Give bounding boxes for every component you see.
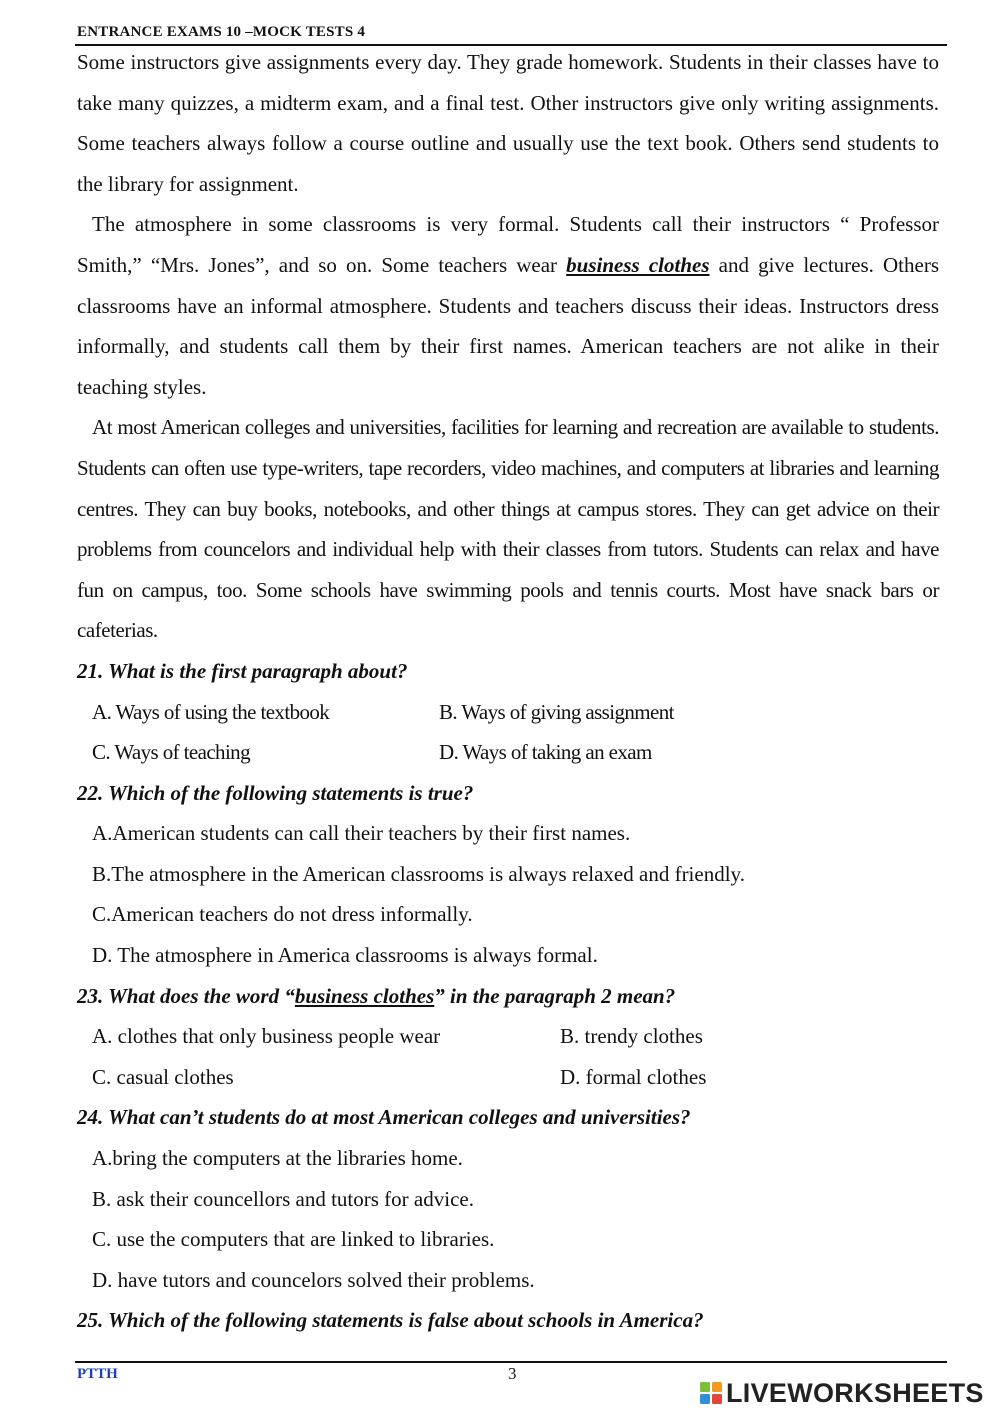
question-24-option-c: C. use the computers that are linked to libraries. [92,1227,495,1252]
question-23-options-row-2 [92,1057,939,1098]
page-number: 3 [508,1364,517,1383]
question-23-underlined-phrase: business clothes [294,983,435,1008]
passage-paragraph-2 [77,204,939,407]
worksheet-content [77,42,939,1341]
question-21-option-b: B. Ways of giving assignment [439,699,674,724]
paragraph-2-text-start: The atmosphere in some classrooms is very formal. Students call their instructors “ Professor Smith,” “Mrs. Jones”, and so on. Some teachers wear [77,212,939,277]
question-22-option-a: A.American students can call their teachers by their first names. [92,821,631,846]
paragraph-2-text-end: and give lectures. Others classrooms have an informal atmosphere. Students and teachers discuss their ideas. Instructors dress informally, and students call them by their first names. American teachers are not alike in their teaching styles. [77,252,940,399]
liveworksheets-logo-icon [700,1382,722,1404]
footer-school-label: PTTH [77,1366,118,1382]
question-23-text-end: ” in the paragraph 2 mean? [434,983,676,1008]
question-21-options-row-2 [92,732,939,773]
header-title: ENTRANCE EXAMS 10 –MOCK TESTS 4 [77,24,366,40]
question-21-options-row-1 [92,692,939,733]
question-23-text-start: 23. What does the word “ [77,983,295,1008]
footer-divider [75,1361,947,1363]
question-24-option-a: A.bring the computers at the libraries home. [92,1146,463,1171]
paragraph-3-text: At most American colleges and universities, facilities for learning and recreation are available to students. Students can often use type-writers, tape recorders, video machines, and computers at libraries and learning centres. They can buy books, notebooks, and other things at campus stores. They can get advice on their problems from councelors and individual help with their classes from tutors. Students can relax and have fun on campus, too. Some schools have swimming pools and tennis courts. Most have snack bars or cafeterias. [77,415,939,643]
question-23-option-c: C. casual clothes [92,1064,234,1089]
question-23-option-b: B. trendy clothes [560,1024,703,1049]
question-23 [77,976,939,1017]
passage-paragraph-1: Some instructors give assignments every day. They grade homework. Students in their classes have to take many quizzes, a midterm exam, and a final test. Other instructors give only writing assignments. Some teachers always follow a course outline and usually use the text book. Others send students to the library for assignment. [77,50,939,196]
question-24-option-b: B. ask their councellors and tutors for advice. [92,1186,474,1211]
question-24: 24. What can’t students do at most American colleges and universities? [77,1105,691,1130]
passage-paragraph-3 [77,407,939,651]
question-23-option-d: D. formal clothes [560,1064,707,1089]
question-22-option-c: C.American teachers do not dress informally. [92,902,473,927]
highlighted-phrase: business clothes [566,252,710,277]
question-21: 21. What is the first paragraph about? [77,658,408,683]
question-25: 25. Which of the following statements is false about schools in America? [77,1308,704,1333]
question-23-option-a: A. clothes that only business people wear [92,1024,441,1049]
liveworksheets-brand[interactable] [700,1378,984,1408]
question-21-option-d: D. Ways of taking an exam [439,740,652,765]
question-24-option-d: D. have tutors and councelors solved their problems. [92,1267,535,1292]
question-21-option-a: A. Ways of using the textbook [92,699,330,724]
brand-wordmark: LIVEWORKSHEETS [726,1377,984,1408]
question-22: 22. Which of the following statements is true? [77,780,474,805]
question-22-option-b: B.The atmosphere in the American classrooms is always relaxed and friendly. [92,861,745,886]
question-23-options-row-1 [92,1016,939,1057]
question-21-option-c: C. Ways of teaching [92,740,250,765]
question-22-option-d: D. The atmosphere in America classrooms is always formal. [92,943,598,968]
